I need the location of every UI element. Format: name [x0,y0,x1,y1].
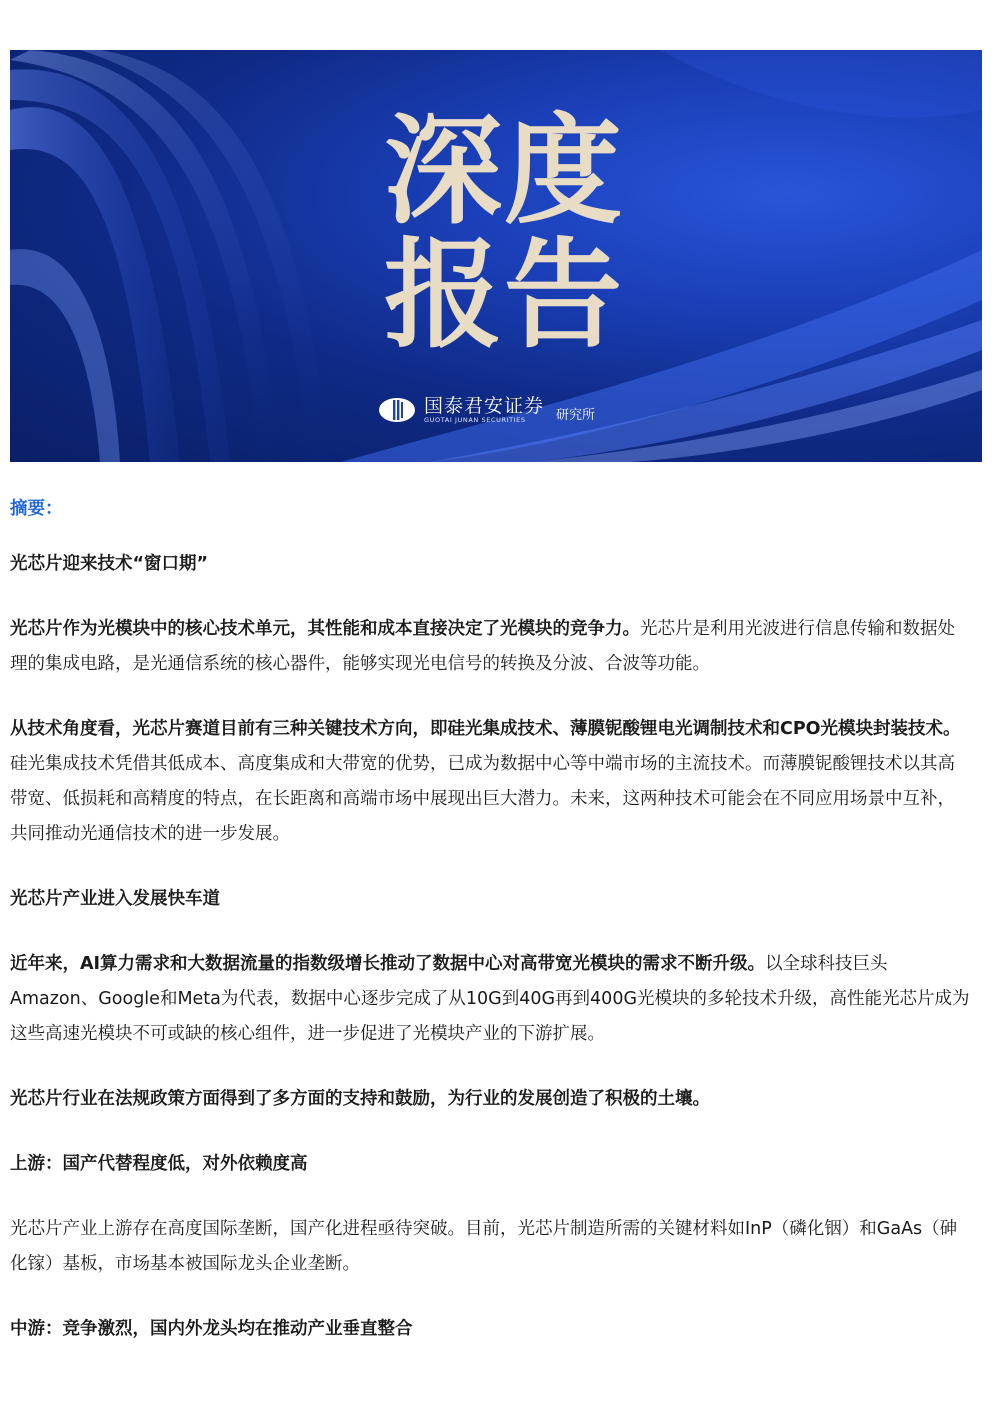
abstract-label: 摘要： [10,499,63,519]
banner-title-char: 度 [504,101,623,240]
gtja-logo [378,390,595,430]
logo-institute-label: 研究所 [556,407,596,423]
paragraph [10,612,972,682]
paragraph [10,712,972,852]
report-banner [10,50,982,462]
paragraph-lead: 光芯片作为光模块中的核心技术单元，其性能和成本直接决定了光模块的竞争力。 [10,619,640,639]
paragraph-lead: 从技术角度看，光芯片赛道目前有三种关键技术方向，即硅光集成技术、薄膜铌酸锂电光调制技术和CPO光模块封装技术。 [10,719,961,739]
paragraph-text: 以全球科技巨头Amazon、Google和Meta为代表，数据中心逐步完成了从10G到40G再到400G光模块的多轮技术升级，高性能光芯片成为这些高速光模块不可或缺的核心组件，进一步促进了光模块产业的下游扩展。 [10,954,970,1044]
paragraph [10,947,972,1052]
paragraph: 光芯片产业上游存在高度国际垄断，国产化进程亟待突破。目前，光芯片制造所需的关键材料如InP（磷化铟）和GaAs（砷化镓）基板，市场基本被国际龙头企业垄断。 [10,1219,958,1274]
paragraph-text: 光芯片是利用光波进行信息传输和数据处理的集成电路，是光通信系统的核心器件，能够实现光电信号的转换及分波、合波等功能。 [10,619,955,674]
paragraph-lead: 近年来，AI算力需求和大数据流量的指数级增长推动了数据中心对高带宽光模块的需求不断升级。 [10,954,766,974]
banner-title-char: 报 [384,225,503,364]
section-heading: 光芯片产业进入发展快车道 [10,889,220,909]
section-heading: 中游：竞争激烈，国内外龙头均在推动产业垂直整合 [10,1319,413,1339]
banner-title-char: 深 [384,101,503,240]
gtja-logo-mark-icon [378,397,416,423]
logo-company-english: GUOTAI JUNAN SECURITIES [424,416,526,424]
section-heading: 上游：国产代替程度低，对外依赖度高 [10,1154,308,1174]
paragraph-text: 硅光集成技术凭借其低成本、高度集成和大带宽的优势，已成为数据中心等中端市场的主流技术。而薄膜铌酸锂技术以其高带宽、低损耗和高精度的特点，在长距离和高端市场中展现出巨大潜力。未来，这两种技术可能会在不同应用场景中互补，共同推动光通信技术的进一步发展。 [10,754,955,844]
section-heading: 光芯片迎来技术“窗口期” [10,554,209,574]
paragraph-bold: 光芯片行业在法规政策方面得到了多方面的支持和鼓励，为行业的发展创造了积极的土壤。 [10,1089,710,1109]
logo-company-name: 国泰君安证券 [424,395,545,417]
banner-title-char: 告 [504,225,623,364]
